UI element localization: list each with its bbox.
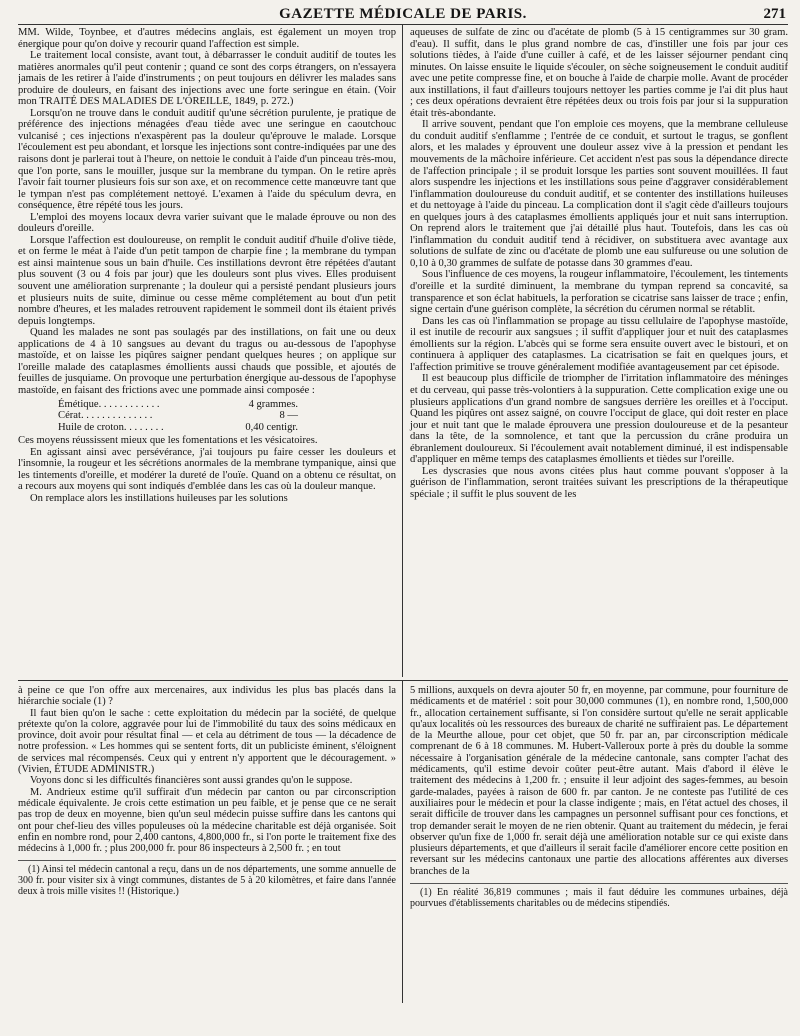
paragraph: Dans les cas où l'inflammation se propage au tissu cellulaire de l'apophyse mastoïde, il est inutile de recourir aux sangsues ; il suffit d'appliquer jour et nuit des cataplasmes émollients sur la région. L'abcès qui se forme sera ensuite ouvert avec le bistouri, et on continuera à appliquer des cataplasmes. La cicatrisation se fait en quelques jours, et l'affection primitive se trouve généralement modifiée avantageusement par cet épisode. — [410, 315, 788, 373]
ingredient-dose: 8 — — [279, 410, 298, 422]
footnote: (1) En réalité 36,819 communes ; mais il faut déduire les communes urbaines, déjà pourvues d'établissements charitables ou de médecins stipendiés. — [410, 887, 788, 910]
paragraph: L'emploi des moyens locaux devra varier suivant que le malade éprouve ou non des douleurs d'oreille. — [18, 211, 396, 235]
paragraph: On remplace alors les instillations huileuses par les solutions — [30, 492, 288, 504]
formula-line — [58, 422, 298, 434]
paragraph: aqueuses de sulfate de zinc ou d'acétate de plomb (5 à 15 centigrammes sur 30 gram. d'eau). Il suffit, dans le plus grand nombre de cas, d'instiller une fois par jour ces solutions tièdes, à l'aide d'une cuiller à café, et de les laisser séjourner pendant cinq minutes. On laisse ensuite le liquide s'écouler, on sèche soigneusement le conduit auditif avec une petite compresse fine, et on bouche à l'aide de charpie molle. Avant de procéder aux instillations, il faut d'ailleurs toujours nettoyer les parties comme je l'ai dit plus haut ; ces deux opérations devraient être répétées deux ou trois fois par jour si la suppuration était très-abondante. — [410, 27, 788, 119]
paragraph: Les dyscrasies que nous avons citées plus haut comme pouvant s'opposer à la guérison de l'inflammation, seront traitées suivant les prescriptions de la thérapeutique spéciale ; il suffit le plus souvent de les — [410, 465, 788, 500]
page-header — [18, 6, 788, 25]
footnote-divider — [410, 883, 788, 884]
article-columns — [18, 25, 788, 677]
top-right-column — [403, 25, 788, 677]
ingredient-name: Huile de croton. . . . . . . . — [58, 421, 164, 433]
ingredient-name: Émétique. . . . . . . . . . . . — [58, 398, 160, 410]
top-left-column — [18, 25, 403, 677]
paragraph: 5 millions, auxquels on devra ajouter 50 fr, en moyenne, par commune, pour fourniture de médicaments et de matériel : soit pour 30,000 communes (1), en nombre rond, 1,500,000 fr., allocation certainement suffisante, si l'on considère surtout qu'elle ne serait applicable qu'aux localités où les ressources des bureaux de charité ne suffiraient pas. Le département de la Meurthe alloue, pour cet objet, que 50 fr. par an, par circonscription médicale comprenant de 6 à 18 communes. M. Hubert-Valleroux porte à près du double la somme nécessaire à l'organisation générale de la médecine cantonale, sans compter l'achat des médicaments, qu'il estime devoir coûter peut-être autant. Mais d'abord il élève le traitement des médecins à 1,200 fr. ; ensuite il leur adjoint des sages-femmes, au besoin garde-malades, payées à raison de 600 fr. par canton. Je ne conteste pas l'utilité de ces auxiliaires pour le médecin et pour la classe indigente ; mais, en l'état actuel des choses, il serait difficile de trouver dans les campagnes un personnel suffisant pour ces fonctions, et trop demander serait le moyen de ne rien obtenir. Quant au traitement du médecin, je ferai observer qu'un fixe de 1,000 fr. serait déjà une amélioration notable sur ce qui existe dans plusieurs départements, et que d'ailleurs il serait facile d'améliorer encore cette position en reversant sur les médecins cantonaux une partie des allocations afférentes aux diverses branches de la — [410, 685, 788, 877]
paragraph: Il faut bien qu'on le sache : cette exploitation du médecin par la société, de quelque prétexte qu'on la colore, aggravée pour lui de l'immobilité du taux des soins médicaux en province, doit avoir pour résultat final — et cela au détriment de tous — la décadence de notre profession. « Les hommes qui se sentent forts, dit un publiciste éminent, s'éloignent de services mal récompensés. Ceux qui y entrent n'y apportent que le découragement. » (Vivien, ÉTUDE ADMINISTR.) — [18, 707, 396, 776]
ingredient-dose: 4 grammes. — [248, 398, 298, 410]
top-left-paragraphs — [18, 27, 396, 397]
paragraph: Lorsqu'on ne trouve dans le conduit auditif qu'une sécrétion purulente, je pratique de préférence des injections ménagées d'eau tiède avec une seringue en caoutchouc vulcanisé ; ces injections n'exaspèrent pas la douleur qu'éprouve le malade. Lorsque l'écoulement est peu abondant, et lorsque les injections sont contre-indiquées par une des raisons dont je parlerai tout à l'heure, on nettoie le conduit à l'aide d'un pinceau très-mou, que l'on porte, sans le mouiller, jusque sur la membrane du tympan. On le retire après l'avoir fait tourner plusieurs fois sur son axe, et on recommence cette manœuvre tant que le tympan n'est pas complétement nettoyé. L'examen à l'aide du spéculum devra, en conséquence, être répété tous les jours. — [18, 107, 396, 212]
ingredient-dose: 0,40 centigr. — [245, 421, 298, 433]
paragraph: Ces moyens réussissent mieux que les fomentations et les vésicatoires. — [18, 435, 318, 447]
bottom-left-column — [18, 681, 403, 1003]
paragraph: à peine ce que l'on offre aux mercenaires, aux individus les plus bas placés dans la hiérarchie sociale (1) ? — [18, 685, 396, 708]
paragraph: Le traitement local consiste, avant tout, à débarrasser le conduit auditif de toutes les matières anormales qu'il peut contenir ; quand ce sont des corps étrangers, on n'essayera jamais de les retirer à l'aide d'instruments ; on peut toujours en délivrer les malades sans produire de douleurs, en faisant des injections avec une forte seringue en étain. (Voir mon TRAITÉ DES MALADIES DE L'OREILLE, 1849, p. 272.) — [18, 50, 396, 108]
ingredient-name: Cérat. . . . . . . . . . . . . . — [58, 410, 153, 422]
bottom-right-paragraphs — [410, 685, 788, 877]
footnote: (1) Ainsi tel médecin cantonal a reçu, dans un de nos départements, une somme annuelle de 300 fr. pour visiter six à vingt communes, distantes de 5 à 20 kilomètres, et faire dans l'année deux à trois mille visites !! (Historique.) — [18, 864, 396, 898]
formula-line — [58, 399, 298, 411]
bottom-left-paragraphs — [18, 685, 396, 854]
top-right-paragraphs — [410, 27, 788, 500]
paragraph: M. Andrieux estime qu'il suffirait d'un médecin par canton ou par circonscription médicale équivalente. Je crois cette estimation un peu faible, et je pense que ce ne serait pas trop de deux en moyenne, bien qu'un seul médecin puisse suffire dans les cantons qui ont pour chef-lieu des villes populeuses où la médecine charitable est déjà organisée. Soit enfin en nombre rond, pour 2,400 cantons, 4,800,000 fr., si l'on porte le traitement fixe des médecins à 1,000 fr. ; plus 200,000 fr. pour 86 inspecteurs à 2,500 fr. ; en tout — [18, 786, 396, 855]
bottom-right-column — [403, 681, 788, 1003]
journal-title: GAZETTE MÉDICALE DE PARIS. — [279, 6, 527, 22]
prescription-formula — [58, 399, 298, 434]
paragraph: Quand les malades ne sont pas soulagés par des instillations, on fait une ou deux applications de 4 à 10 sangsues au devant du tragus ou au-dessous de l'apophyse mastoïde, et on laisse les piqûres saigner pendant quelques heures ; on applique sur l'oreille malade des cataplasmes émollients aussi chauds que possible, et ajoutés de feuilles de jusquiame. On provoque une perturbation énergique au-dessous de l'apophyse mastoïde, en faisant des frictions avec une pommade ainsi composée : — [18, 327, 396, 396]
paragraph: En agissant ainsi avec persévérance, j'ai toujours pu faire cesser les douleurs et l'insomnie, la rougeur et les sécrétions anormales de la membrane tympanique, ainsi que les tintements d'oreille, et modérer la dureté de l'ouïe. Quand on a obtenu ce résultat, on a recours aux moyens qui sont indiqués d'emblée dans les cas où la douleur manque. — [18, 446, 396, 493]
paragraph: MM. Wilde, Toynbee, et d'autres médecins anglais, est également un moyen trop énergique pour qu'on doive y recourir quand l'affection est simple. — [18, 27, 396, 50]
paragraph: Il arrive souvent, pendant que l'on emploie ces moyens, que la membrane celluleuse du conduit auditif s'enflamme ; l'entrée de ce conduit, et surtout le tragus, se gonflent alors, et les malades y éprouvent une douleur assez vive à la pression et pendant les mouvements de la mâchoire inférieure. Cet accident n'est pas sous la dépendance directe de l'affection principale ; il se produit lorsque les parties sont souvent mouillées. Il faut alors suspendre les injections et les instillations sous peine d'aggraver considérablement l'inflammation douloureuse du conduit auditif, et se contenter des instillations huileuses et du nettoyage à l'aide du pinceau. La complication dont il s'agit cède d'ailleurs toujours en quelques jours à des cataplasmes émollients appliqués jour et nuit sans interruption. On reprend alors le traitement que j'ai détaillé plus haut. Toutefois, dans les cas où l'inflammation du conduit auditif tend à récidiver, on substituera avec avantage aux solutions de sulfate de zinc ou d'acétate de plomb une eau sulfureuse ou une solution de 0,10 à 0,30 grammes de sulfate de potasse dans 30 grammes d'eau. — [410, 119, 788, 269]
feuilleton-columns — [18, 681, 788, 1003]
paragraph: Il est beaucoup plus difficile de triompher de l'irritation inflammatoire des méninges et du cerveau, qui passe très-volontiers à la suppuration. Cette complication exige une ou plusieurs applications d'un grand nombre de sangsues derrière les oreilles et à l'occiput. Quand les piqûres ont assez saigné, on couvre l'occiput de glace, qui doit rester en place jour et nuit tant que le malade éprouvera une pression douloureuse et de la pesanteur dans la tête, de la somnolence, et tant que la percussion du crâne produira un ébranlement douloureux. Si l'écoulement avait notablement diminué, il est indispensable d'appliquer en même temps des cataplasmes émollients et tièdes sur l'oreille. — [410, 373, 788, 466]
formula-line — [58, 410, 298, 422]
paragraph: Lorsque l'affection est douloureuse, on remplit le conduit auditif d'huile d'olive tiède, et on ferme le méat à l'aide d'un petit tampon de charpie fine ; la membrane du tympan est ainsi maintenue sous un bain d'huile. Ces instillations devront être répétées d'autant plus souvent (3 ou 4 fois par jour) que les douleurs sont plus vives. Elles produisent souvent une amélioration surprenante ; la douleur qui a persisté pendant plusieurs jours et plusieurs nuits de suite, diminue ou cesse même complétement au bout d'un petit nombre d'heures, et les malades retrouvent rapidement le sommeil dont ils étaient privés depuis longtemps. — [18, 234, 396, 327]
paragraph: Voyons donc si les difficultés financières sont aussi grandes qu'on le suppose. — [30, 775, 353, 787]
page-number: 271 — [763, 6, 786, 22]
top-left-paragraphs-continued — [18, 435, 396, 504]
paragraph: Sous l'influence de ces moyens, la rougeur inflammatoire, l'écoulement, les tintements d'oreille et la surdité diminuent, la membrane du tympan reprend sa concavité, sa transparence et son éclat habituels, la perforation se cicatrise sans laisser de trace ; enfin, signe certain d'une guérison complète, la sécrétion du cérumen normal se rétablit. — [410, 269, 788, 316]
footnote-divider — [18, 860, 396, 861]
